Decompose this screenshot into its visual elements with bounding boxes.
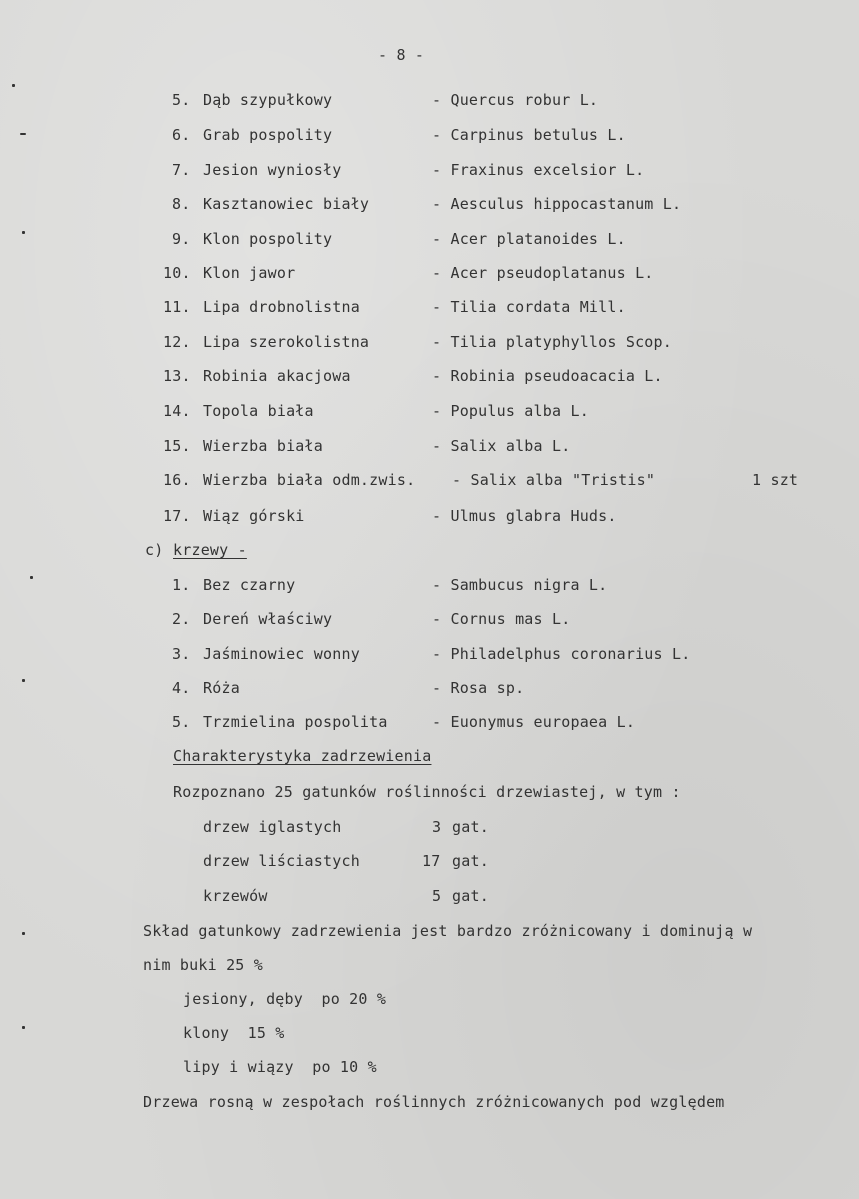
list-item-polish-name: Grab pospolity: [203, 126, 333, 144]
margin-speck: [22, 932, 25, 935]
paragraph-line: Skład gatunkowy zadrzewienia jest bardzo zróżnicowany i dominują w: [143, 922, 753, 940]
list-item-number: 3.: [172, 645, 191, 663]
list-item-polish-name: Robinia akacjowa: [203, 367, 351, 385]
list-item-polish-name: Róża: [203, 679, 240, 697]
margin-speck: [12, 84, 15, 87]
list-item-number: 14.: [163, 402, 191, 420]
shrubs-prefix: c): [145, 541, 164, 559]
list-item-polish-name: Klon jawor: [203, 264, 296, 282]
list-item-number: 5.: [172, 91, 191, 109]
list-item-polish-name: Jesion wyniosły: [203, 161, 342, 179]
shrubs-heading: krzewy -: [173, 541, 247, 559]
list-item-latin-name: - Carpinus betulus L.: [432, 126, 626, 144]
list-item-number: 17.: [163, 507, 191, 525]
list-item-latin-name: - Cornus mas L.: [432, 610, 571, 628]
list-item-number: 11.: [163, 298, 191, 316]
list-item-latin-name: - Fraxinus excelsior L.: [432, 161, 645, 179]
list-item-number: 15.: [163, 437, 191, 455]
list-item-number: 2.: [172, 610, 191, 628]
margin-speck: [30, 576, 33, 579]
margin-speck: [22, 1026, 25, 1029]
list-item-number: 4.: [172, 679, 191, 697]
count-value: 17: [422, 852, 441, 870]
list-item-number: 7.: [172, 161, 191, 179]
percentage-line: lipy i wiązy po 10 %: [183, 1058, 377, 1076]
list-item-latin-name: - Rosa sp.: [432, 679, 525, 697]
list-item-polish-name: Bez czarny: [203, 576, 296, 594]
count-label: drzew iglastych: [203, 818, 342, 836]
list-item-polish-name: Trzmielina pospolita: [203, 713, 388, 731]
count-label: drzew liściastych: [203, 852, 360, 870]
list-item-number: 10.: [163, 264, 191, 282]
list-item-latin-name: - Quercus robur L.: [432, 91, 599, 109]
list-item-polish-name: Kasztanowiec biały: [203, 195, 370, 213]
page-number: - 8 -: [378, 46, 425, 64]
margin-speck: [20, 133, 26, 135]
percentage-line: klony 15 %: [183, 1024, 285, 1042]
count-unit: gat.: [452, 887, 489, 905]
list-item-polish-name: Wiąz górski: [203, 507, 305, 525]
margin-speck: [22, 679, 25, 682]
list-item-latin-name: - Acer platanoides L.: [432, 230, 626, 248]
percentage-line: jesiony, dęby po 20 %: [183, 990, 387, 1008]
list-item-latin-name: - Salix alba "Tristis": [452, 471, 656, 489]
list-item-latin-name: - Ulmus glabra Huds.: [432, 507, 617, 525]
list-item-number: 5.: [172, 713, 191, 731]
list-item-latin-name: - Salix alba L.: [432, 437, 571, 455]
list-item-polish-name: Dąb szypułkowy: [203, 91, 333, 109]
list-item-number: 6.: [172, 126, 191, 144]
count-value: 3: [432, 818, 442, 836]
count-unit: gat.: [452, 852, 489, 870]
list-item-latin-name: - Euonymus europaea L.: [432, 713, 636, 731]
list-item-number: 1.: [172, 576, 191, 594]
paragraph-line: nim buki 25 %: [143, 956, 263, 974]
list-item-polish-name: Wierzba biała odm.zwis.: [203, 471, 416, 489]
margin-speck: [22, 231, 25, 234]
list-item-latin-name: - Sambucus nigra L.: [432, 576, 608, 594]
list-item-latin-name: - Tilia cordata Mill.: [432, 298, 626, 316]
count-label: krzewów: [203, 887, 268, 905]
list-item-polish-name: Dereń właściwy: [203, 610, 333, 628]
list-item-latin-name: - Robinia pseudoacacia L.: [432, 367, 663, 385]
section-heading: Charakterystyka zadrzewienia: [173, 747, 432, 765]
list-item-polish-name: Lipa drobnolistna: [203, 298, 360, 316]
count-unit: gat.: [452, 818, 489, 836]
paragraph-line: Rozpoznano 25 gatunków roślinności drzewiastej, w tym :: [173, 783, 681, 801]
list-item-quantity: 1 szt: [752, 471, 799, 489]
list-item-polish-name: Lipa szerokolistna: [203, 333, 370, 351]
list-item-number: 12.: [163, 333, 191, 351]
list-item-number: 8.: [172, 195, 191, 213]
list-item-number: 13.: [163, 367, 191, 385]
list-item-polish-name: Jaśminowiec wonny: [203, 645, 360, 663]
list-item-latin-name: - Acer pseudoplatanus L.: [432, 264, 654, 282]
list-item-latin-name: - Populus alba L.: [432, 402, 589, 420]
paragraph-line: Drzewa rosną w zespołach roślinnych zróżnicowanych pod względem: [143, 1093, 725, 1111]
list-item-polish-name: Klon pospolity: [203, 230, 333, 248]
count-value: 5: [432, 887, 442, 905]
list-item-number: 16.: [163, 471, 191, 489]
list-item-latin-name: - Philadelphus coronarius L.: [432, 645, 691, 663]
list-item-polish-name: Wierzba biała: [203, 437, 323, 455]
list-item-polish-name: Topola biała: [203, 402, 314, 420]
list-item-latin-name: - Aesculus hippocastanum L.: [432, 195, 682, 213]
list-item-number: 9.: [172, 230, 191, 248]
list-item-latin-name: - Tilia platyphyllos Scop.: [432, 333, 672, 351]
